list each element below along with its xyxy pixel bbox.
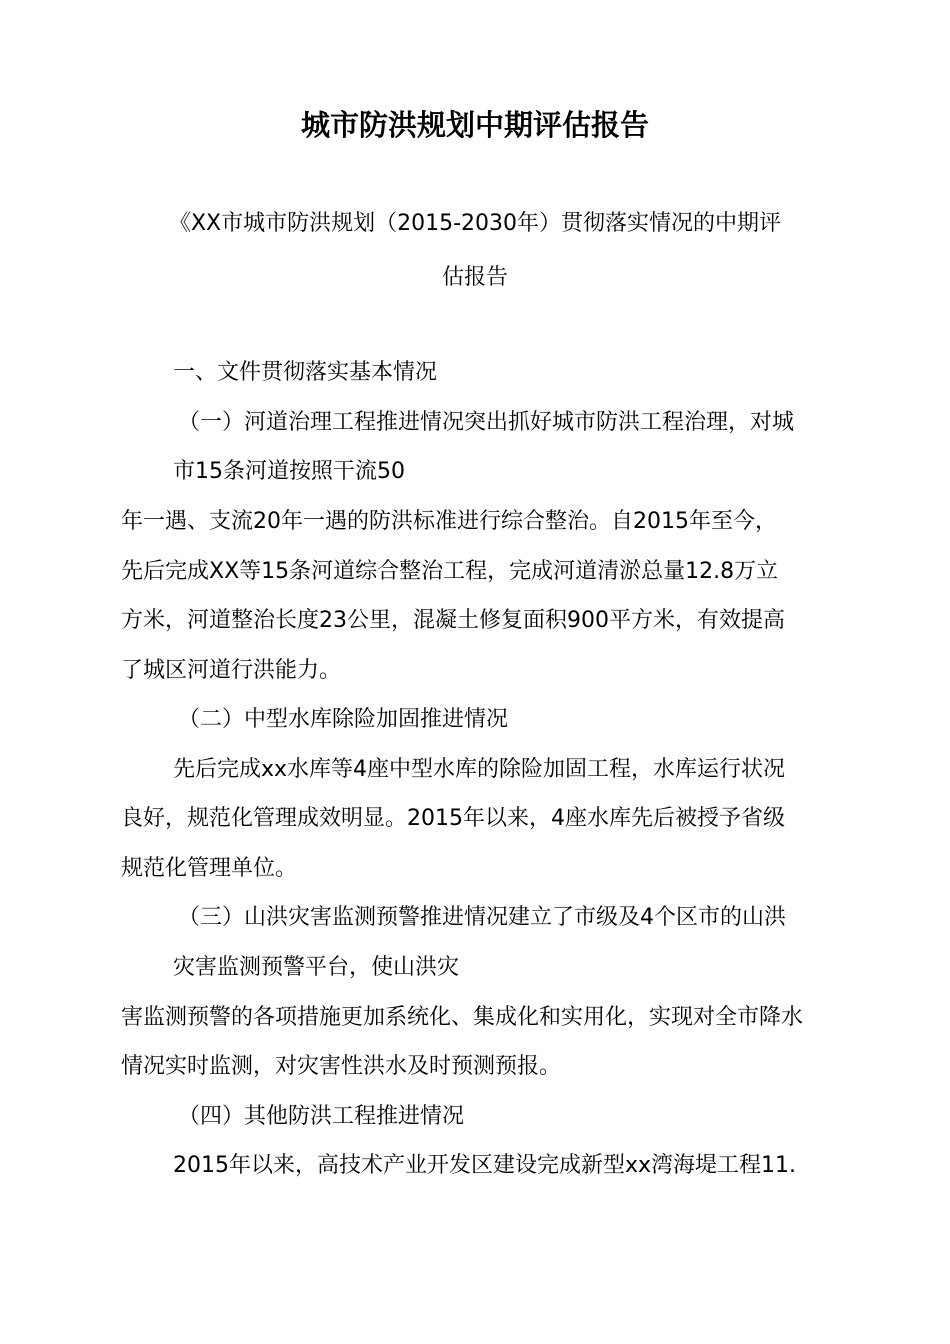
paragraph-1-line-1: （一）河道治理工程推进情况突出抓好城市防洪工程治理，对城 [178,410,795,435]
paragraph-3-line-2: 灾害监测预警平台，使山洪灾 [173,955,460,980]
paragraph-2-line-2: 良好，规范化管理成效明显。2015年以来，4座水库先后被授予省级 [121,806,785,831]
paragraph-3-line-4: 情况实时监测，对灾害性洪水及时预测预报。 [121,1054,562,1079]
document-subtitle-line-1: 《XX市城市防洪规划（2015-2030年）贯彻落实情况的中期评 [168,211,782,236]
subsection-heading-2: （二）中型水库除险加固推进情况 [178,707,509,732]
subsection-heading-4: （四）其他防洪工程推进情况 [178,1104,465,1129]
paragraph-1-line-4: 先后完成XX等15条河道综合整治工程，完成河道清淤总量12.8万立 [121,559,779,584]
paragraph-1-line-2: 市15条河道按照干流50 [173,459,405,484]
document-subtitle-line-2: 估报告 [441,265,508,290]
paragraph-1-line-6: 了城区河道行洪能力。 [121,658,342,683]
paragraph-2-line-1: 先后完成xx水库等4座中型水库的除险加固工程，水库运行状况 [173,757,786,782]
section-heading-1: 一、文件贯彻落实基本情况 [173,360,438,385]
paragraph-3-line-3: 害监测预警的各项措施更加系统化、集成化和实用化，实现对全市降水 [121,1005,804,1030]
document-title: 城市防洪规划中期评估报告 [300,108,649,142]
paragraph-2-line-3: 规范化管理单位。 [121,856,298,881]
paragraph-4-line-1: 2015年以来，高技术产业开发区建设完成新型xx湾海堤工程11. [173,1153,797,1178]
paragraph-1-line-5: 方米，河道整治长度23公里，混凝土修复面积900平方米，有效提高 [121,608,785,633]
paragraph-3-line-1: （三）山洪灾害监测预警推进情况建立了市级及4个区市的山洪 [178,905,786,930]
paragraph-1-line-3: 年一遇、支流20年一遇的防洪标准进行综合整治。自2015年至今， [121,509,777,534]
